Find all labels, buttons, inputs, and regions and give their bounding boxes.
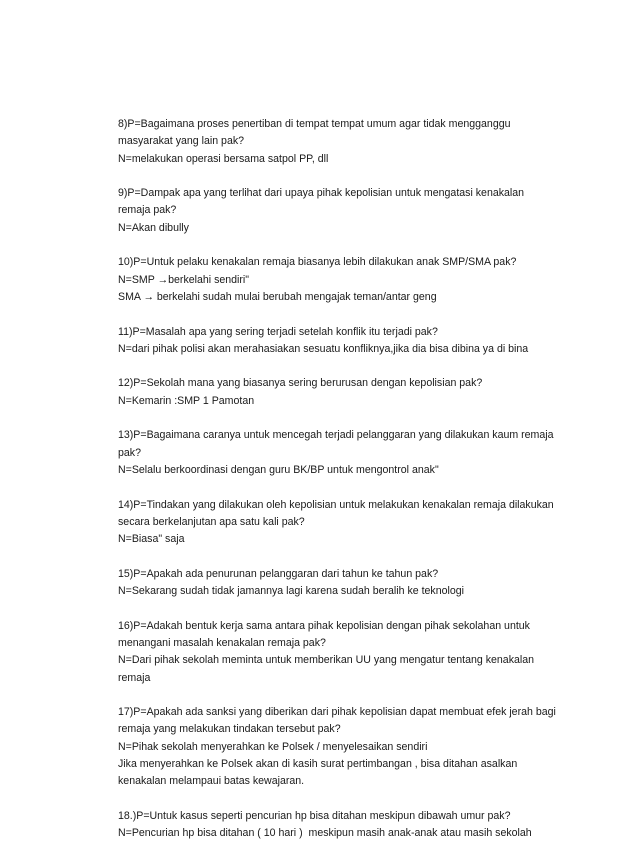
qa-block [118, 704, 568, 790]
qa-block [118, 618, 568, 687]
text-line: SMA → berkelahi sudah mulai berubah mengajak teman/antar geng [118, 290, 437, 303]
text-line: N=melakukan operasi bersama satpol PP, dll [118, 152, 329, 165]
text-line: 17)P=Apakah ada sanksi yang diberikan dari pihak kepolisian dapat membuat efek jerah bagi [118, 706, 556, 719]
qa-block [118, 497, 568, 549]
qa-block [118, 116, 568, 168]
qa-block [118, 324, 568, 359]
text-line: menangani masalah kenakalan remaja pak? [118, 636, 326, 649]
text-line: N=Biasa" saja [118, 533, 185, 546]
text-line: N=Sekarang sudah tidak jamannya lagi karena sudah beralih ke teknologi [118, 585, 464, 598]
text-line: Jika menyerahkan ke Polsek akan di kasih surat pertimbangan , bisa ditahan asalkan [118, 757, 518, 770]
text-line: 8)P=Bagaimana proses penertiban di tempat tempat umum agar tidak mengganggu [118, 118, 511, 130]
qa-block [118, 185, 568, 237]
qa-block [118, 375, 568, 410]
text-line: kenakalan melampaui batas kewajaran. [118, 775, 305, 788]
text-line: remaja pak? [118, 204, 177, 217]
text-line: 10)P=Untuk pelaku kenakalan remaja biasanya lebih dilakukan anak SMP/SMA pak? [118, 256, 517, 269]
text-line: remaja [118, 671, 151, 684]
text-line: N=Selalu berkoordinasi dengan guru BK/BP untuk mengontrol anak" [118, 463, 439, 476]
text-line: secara berkelanjutan apa satu kali pak? [118, 515, 305, 528]
text-line: N=dari pihak polisi akan merahasiakan sesuatu konfliknya,jika dia bisa dibina ya di bina [118, 342, 529, 355]
text-line: 11)P=Masalah apa yang sering terjadi setelah konflik itu terjadi pak? [118, 325, 438, 338]
text-line: N=Dari pihak sekolah meminta untuk memberikan UU yang mengatur tentang kenakalan [118, 654, 535, 667]
text-line: 14)P=Tindakan yang dilakukan oleh kepolisian untuk melakukan kenakalan remaja dilakukan [118, 498, 554, 511]
text-line: 9)P=Dampak apa yang terlihat dari upaya pihak kepolisian untuk mengatasi kenakalan [118, 187, 525, 200]
text-line: N=Kemarin :SMP 1 Pamotan [118, 394, 255, 407]
text-line: 13)P=Bagaimana caranya untuk mencegah terjadi pelanggaran yang dilakukan kaum remaja [118, 429, 554, 442]
text-line: 16)P=Adakah bentuk kerja sama antara pihak kepolisian dengan pihak sekolahan untuk [118, 619, 530, 632]
qa-block [118, 808, 568, 843]
text-line: remaja yang melakukan tindakan tersebut pak? [118, 723, 341, 736]
qa-block [118, 254, 568, 306]
text-line: N=Pencurian hp bisa ditahan ( 10 hari ) meskipun masih anak-anak atau masih sekolah [118, 827, 532, 840]
text-line: 15)P=Apakah ada penurunan pelanggaran dari tahun ke tahun pak? [118, 567, 439, 580]
text-line: 12)P=Sekolah mana yang biasanya sering berurusan dengan kepolisian pak? [118, 377, 483, 390]
qa-block [118, 566, 568, 601]
text-line: N=SMP →berkelahi sendiri" [118, 273, 250, 286]
text-line: masyarakat yang lain pak? [118, 135, 245, 148]
text-line: pak? [118, 446, 141, 459]
interview-transcript [118, 116, 568, 860]
text-line: 18.)P=Untuk kasus seperti pencurian hp bisa ditahan meskipun dibawah umur pak? [118, 809, 511, 822]
text-line: N=Pihak sekolah menyerahkan ke Polsek / menyelesaikan sendiri [118, 740, 428, 753]
qa-block [118, 427, 568, 479]
text-line: N=Akan dibully [118, 221, 189, 234]
